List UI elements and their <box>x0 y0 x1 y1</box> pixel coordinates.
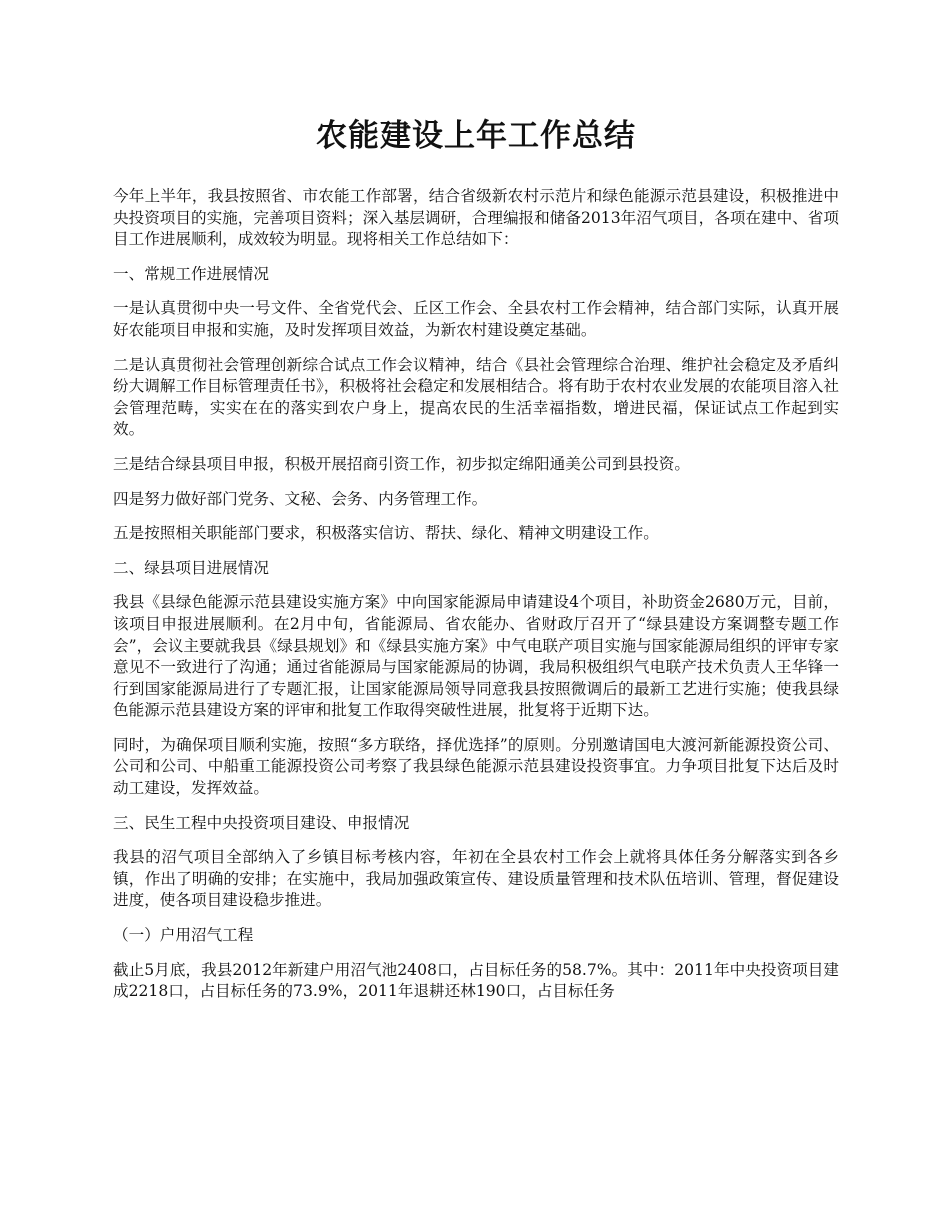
section2-paragraph-2: 同时，为确保项目顺利实施，按照“多方联络，择优选择”的原则。分别邀请国电大渡河新能源投资公司、公司和公司、中船重工能源投资公司考察了我县绿色能源示范县建设投资事宜。力争项目批复下达后及时动工建设，发挥效益。 <box>113 735 839 798</box>
section2-paragraph-1: 我县《县绿色能源示范县建设实施方案》中向国家能源局申请建设4个项目，补助资金2680万元，目前，该项目申报进展顺利。在2月中旬，省能源局、省农能办、省财政厅召开了“绿县建设方案调整专题工作会”，会议主要就我县《绿县规划》和《绿县实施方案》中气电联产项目实施与国家能源局组织的评审专家意见不一致进行了沟通；通过省能源局与国家能源局的协调，我局积极组织气电联产技术负责人王华锋一行到国家能源局进行了专题汇报，让国家能源局领导同意我县按照微调后的最新工艺进行实施；使我县绿色能源示范县建设方案的评审和批复工作取得突破性进展，批复将于近期下达。 <box>113 593 839 720</box>
section1-paragraph-3: 三是结合绿县项目申报，积极开展招商引资工作，初步拟定绵阳通美公司到县投资。 <box>113 454 690 473</box>
section1-paragraph-5: 五是按照相关职能部门要求，积极落实信访、帮扶、绿化、精神文明建设工作。 <box>113 524 659 543</box>
section1-paragraph-4: 四是努力做好部门党务、文秘、会务、内务管理工作。 <box>113 489 488 508</box>
section1-paragraph-2: 二是认真贯彻社会管理创新综合试点工作会议精神，结合《县社会管理综合治理、维护社会稳定及矛盾纠纷大调解工作目标管理责任书》，积极将社会稳定和发展相结合。将有助于农村农业发展的农能项目溶入社会管理范畴，实实在在的落实到农户身上，提高农民的生活幸福指数，增进民福，保证试点工作起到实效。 <box>113 355 839 439</box>
section-heading-1: 一、常规工作进展情况 <box>113 264 269 283</box>
intro-paragraph: 今年上半年，我县按照省、市农能工作部署，结合省级新农村示范片和绿色能源示范县建设，积极推进中央投资项目的实施，完善项目资料；深入基层调研，合理编报和储备2013年沼气项目，各项在建中、省项目工作进展顺利，成效较为明显。现将相关工作总结如下： <box>113 187 839 249</box>
subsection-paragraph-biogas: 截止5月底，我县2012年新建户用沼气池2408口，占目标任务的58.7%。其中：2011年中央投资项目建成2218口，占目标任务的73.9%，2011年退耕还林190口，占目标任务 <box>113 960 839 1001</box>
section1-paragraph-1: 一是认真贯彻中央一号文件、全省党代会、丘区工作会、全县农村工作会精神，结合部门实际，认真开展好农能项目申报和实施，及时发挥项目效益，为新农村建设奠定基础。 <box>113 299 839 339</box>
section3-paragraph-1: 我县的沼气项目全部纳入了乡镇目标考核内容，年初在全县农村工作会上就将具体任务分解落实到各乡镇，作出了明确的安排；在实施中，我局加强政策宣传、建设质量管理和技术队伍培训、管理，督促建设进度，使各项目建设稳步推进。 <box>113 848 839 910</box>
document-title: 农能建设上年工作总结 <box>316 118 636 154</box>
section-heading-2: 二、绿县项目进展情况 <box>113 558 269 577</box>
subsection-heading-biogas: （一）户用沼气工程 <box>113 926 254 945</box>
document-page <box>113 112 839 1016</box>
section-heading-3: 三、民生工程中央投资项目建设、申报情况 <box>113 813 410 832</box>
